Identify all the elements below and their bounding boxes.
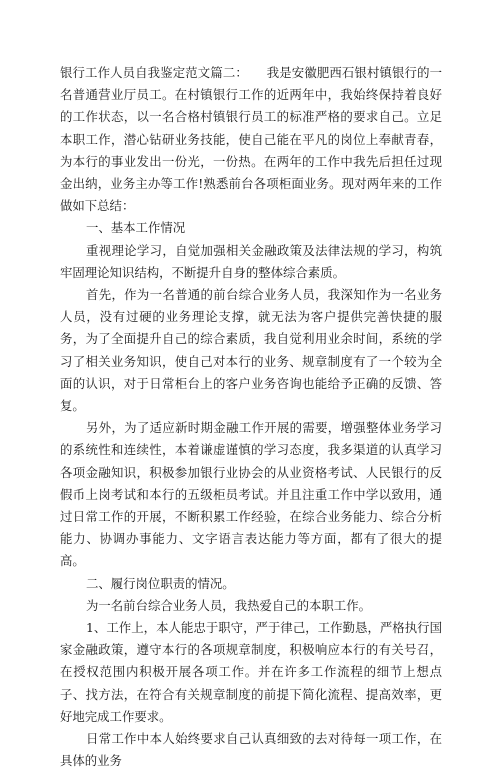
body-paragraph: 重视理论学习，自觉加强相关金融政策及法律法规的学习，构筑牢固理论知识结构，不断提升自身的整体综合素质。 <box>60 242 442 280</box>
document-body <box>60 62 442 773</box>
body-paragraph: 日常工作中本人始终要求自己认真细致的去对待每一项工作，在具体的业务 <box>60 731 442 769</box>
intro-paragraph: 银行工作人员自我鉴定范文篇二： 我是安徽肥西石银村镇银行的一名普通营业厅员工。在村镇银行工作的近两年中，我始终保持着良好的工作状态，以一名合格村镇银行员工的标准严格的要求自己。立足本职工作，潜心钻研业务技能，使自己能在平凡的岗位上奉献青春，为本行的事业发出一份光，一份热。在两年的工作中我先后担任过现金出纳，业务主办等工作!熟悉前台各项柜面业务。现对两年来的工作做如下总结： <box>60 65 442 214</box>
section-heading-basic-work: 一、基本工作情况 <box>86 220 186 236</box>
body-paragraph: 为一名前台综合业务人员，我热爱自己的本职工作。 <box>86 597 371 613</box>
body-paragraph: 1、工作上，本人能忠于职守，严于律己，工作勤恳，严格执行国家金融政策，遵守本行的各项规章制度，积极响应本行的有关号召，在授权范围内积极开展各项工作。并在许多工作流程的细节上想点子、找方法，在符合有关规章制度的前提下简化流程、提高效率，更好地完成工作要求。 <box>60 620 442 724</box>
section-heading-duties: 二、履行岗位职责的情况。 <box>86 575 235 591</box>
body-paragraph: 另外，为了适应新时期金融工作开展的需要，增强整体业务学习的系统性和连续性，本着谦虚谨慎的学习态度，我多渠道的认真学习各项金融知识，积极参加银行业协会的从业资格考试、人民银行的反假币上岗考试和本行的五级柜员考试。并且注重工作中学以致用，通过日常工作的开展，不断积累工作经验，在综合业务能力、综合分析能力、协调办事能力、文字语言表达能力等方面，都有了很大的提高。 <box>60 420 442 569</box>
body-paragraph: 首先，作为一名普通的前台综合业务人员，我深知作为一名业务人员，没有过硬的业务理论支撑，就无法为客户提供完善快捷的服务，为了全面提升自己的综合素质，我自觉利用业余时间，系统的学习了相关业务知识，使自己对本行的业务、规章制度有了一个较为全面的认识，对于日常柜台上的客户业务咨询也能给予正确的反馈、答复。 <box>60 287 442 414</box>
